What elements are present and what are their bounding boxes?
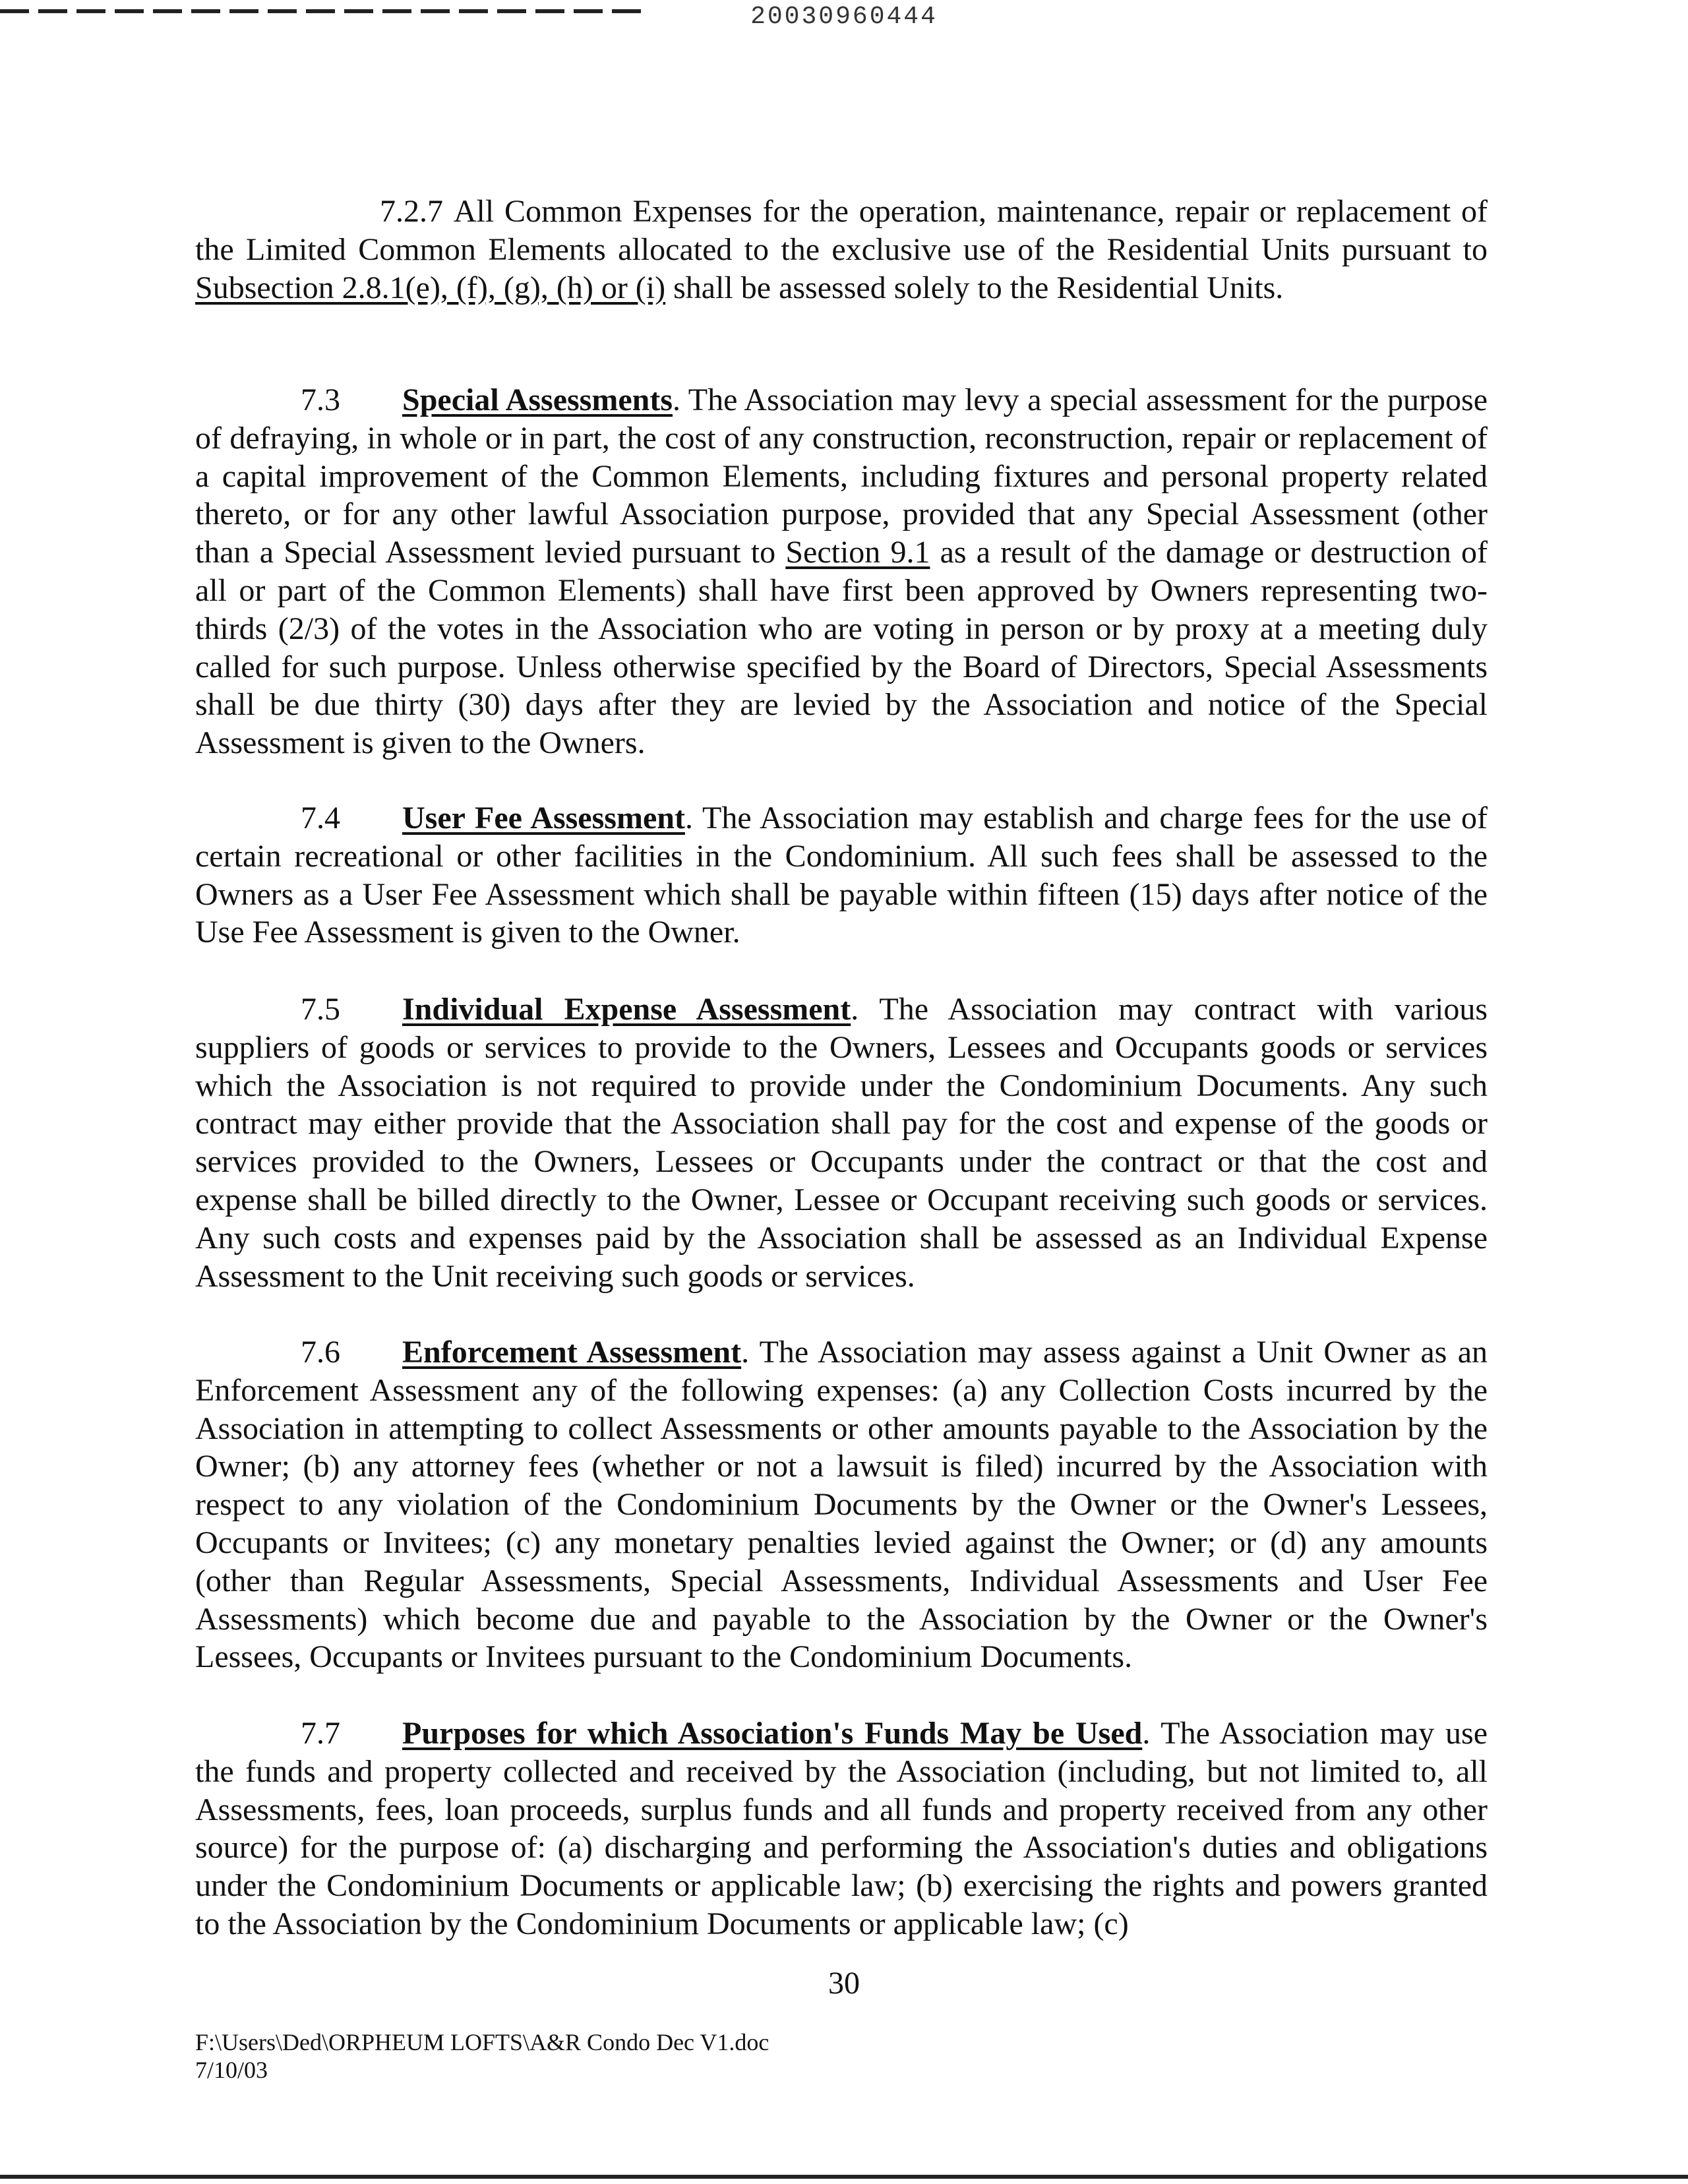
section-number: 7.5 (301, 992, 340, 1027)
section-text: . The Association may levy a special assessment for the purpose of defraying, in whole or in part, the cost of any construction, reconstruction, repair or replacement of a capital improvement of the Common Elements, including fixtures and personal property related thereto, or for any other lawful Association purpose, provided that any Special Assessment (other than a Special Assessment levied pursuant to (195, 382, 1488, 570)
page-number: 30 (828, 1966, 860, 2001)
subsection-reference: Subsection 2.8.1(e), (f), (g), (h) or (i) (195, 270, 666, 305)
section-text-end: as a result of the damage or destruction of all or part of the Common Elements) shall have first been approved by Owners representing two-thirds (2/3) of the votes in the Association who are voting in person or by proxy at a meeting duly called for such purpose. Unless otherwise specified by the Board of Directors, Special Assessments shall be due thirty (30) days after they are levied by the Association and notice of the Special Assessment is given to the Owners. (195, 535, 1488, 761)
document-number: 20030960444 (750, 3, 938, 31)
section-7-5 (195, 990, 1488, 1295)
footer-file-path: F:\Users\Ded\ORPHEUM LOFTS\A&R Condo Dec V1.doc (195, 2029, 769, 2055)
section-reference: Section 9.1 (785, 535, 930, 570)
section-7-7 (195, 1714, 1488, 1943)
footer (195, 2028, 769, 2084)
section-number: 7.3 (301, 382, 340, 417)
footer-date: 7/10/03 (195, 2057, 268, 2083)
section-text: . The Association may contract with various suppliers of goods or services to provide to the Owners, Lessees and Occupants goods or services which the Association is not required to provide under the Condominium Documents. Any such contract may either provide that the Association shall pay for the cost and expense of the goods or services provided to the Owners, Lessees or Occupants under the contract or that the cost and expense shall be billed directly to the Owner, Lessee or Occupant receiving such goods or services. Any such costs and expenses paid by the Association shall be assessed as an Individual Expense Assessment to the Unit receiving such goods or services. (195, 992, 1488, 1294)
section-title: Purposes for which Association's Funds May be Used (402, 1716, 1143, 1751)
section-title: Enforcement Assessment (402, 1335, 742, 1370)
scan-bottom-rule (0, 2175, 1688, 2179)
section-text: . The Association may establish and charge fees for the use of certain recreational or other facilities in the Condominium. All such fees shall be assessed to the Owners as a User Fee Assessment which shall be payable within fifteen (15) days after notice of the Use Fee Assessment is given to the Owner. (195, 801, 1488, 950)
section-text: . The Association may use the funds and property collected and received by the Association (including, but not limited to, all Assessments, fees, loan proceeds, surplus funds and all funds and property received from any other source) for the purpose of: (a) discharging and performing the Association's duties and obligations under the Condominium Documents or applicable law; (b) exercising the rights and powers granted to the Association by the Condominium Documents or applicable law; (c) (195, 1716, 1488, 1941)
section-text: . The Association may assess against a Unit Owner as an Enforcement Assessment any of the following expenses: (a) any Collection Costs incurred by the Association in attempting to collect Assessments or other amounts payable to the Association by the Owner; (b) any attorney fees (whether or not a lawsuit is filed) incurred by the Association with respect to any violation of the Condominium Documents by the Owner or the Owner's Lessees, Occupants or Invitees; (c) any monetary penalties levied against the Owner; or (d) any amounts (other than Regular Assessments, Special Assessments, Individual Assessments and User Fee Assessments) which become due and payable to the Association by the Owner or the Owner's Lessees, Occupants or Invitees pursuant to the Condominium Documents. (195, 1335, 1488, 1675)
section-text: All Common Expenses for the operation, maintenance, repair or replacement of the Limited Common Elements allocated to the exclusive use of the Residential Units pursuant to (195, 194, 1488, 267)
section-number: 7.2.7 (380, 194, 443, 229)
section-number: 7.7 (301, 1716, 340, 1751)
section-7-6 (195, 1333, 1488, 1676)
section-7-2-7 (195, 193, 1488, 307)
section-text-end: shall be assessed solely to the Residential Units. (665, 270, 1284, 305)
section-7-4 (195, 799, 1488, 952)
section-number: 7.4 (301, 801, 340, 835)
section-7-3 (195, 381, 1488, 762)
section-title: Individual Expense Assessment (402, 992, 851, 1027)
section-title: Special Assessments (402, 382, 673, 417)
section-title: User Fee Assessment (402, 801, 685, 835)
section-number: 7.6 (301, 1335, 340, 1370)
